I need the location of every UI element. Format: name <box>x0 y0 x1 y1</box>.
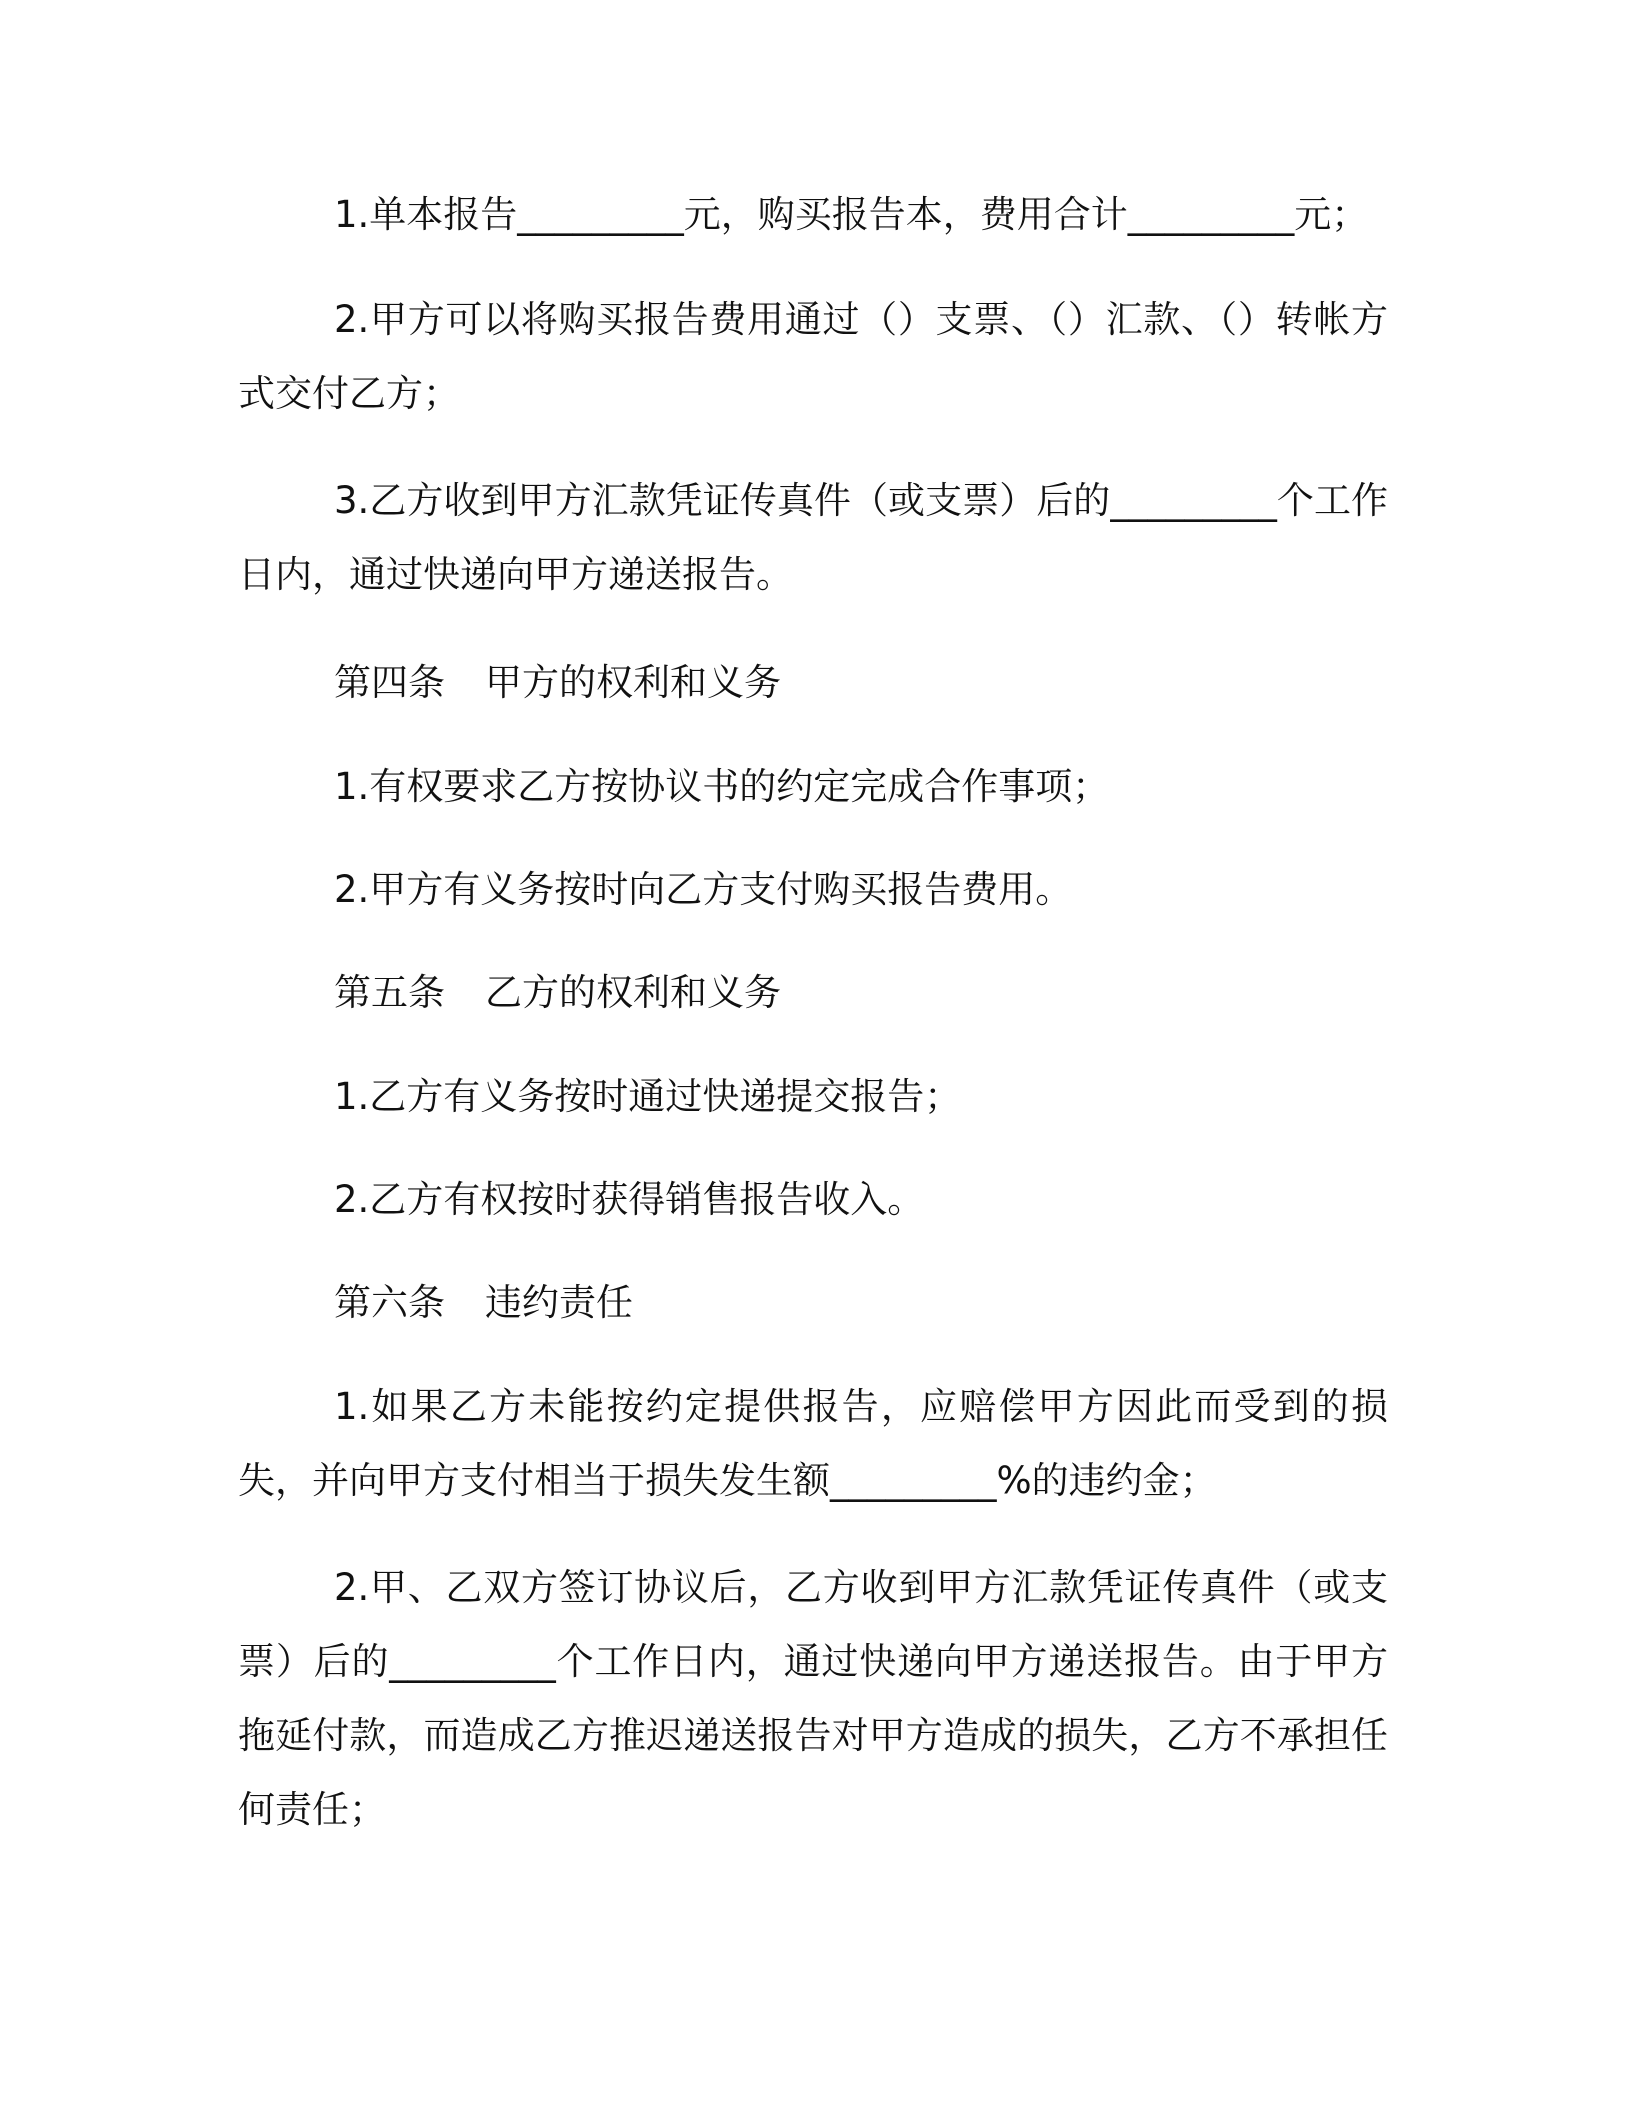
clause-paragraph: 2.甲方有义务按时向乙方支付购买报告费用。 <box>334 868 1073 911</box>
article-number: 第四条 <box>334 661 445 704</box>
clause-paragraph: 1.单本报告_________元，购买报告本，费用合计_________元； <box>334 193 1369 236</box>
clause-paragraph: 3.乙方收到甲方汇款凭证传真件（或支票）后的_________个工作日内，通过快递向甲方递送报告。 <box>238 479 1388 596</box>
article-title: 乙方的权利和义务 <box>485 971 781 1014</box>
article-heading <box>334 646 781 720</box>
article-number: 第六条 <box>334 1281 445 1324</box>
clause-paragraph: 1.有权要求乙方按协议书的约定完成合作事项； <box>334 765 1110 808</box>
clause-paragraph: 2.甲方可以将购买报告费用通过（）支票、（）汇款、（）转帐方式交付乙方； <box>238 298 1388 415</box>
article-heading <box>334 956 781 1030</box>
article-heading <box>334 1266 633 1340</box>
clause-paragraph: 1.如果乙方未能按约定提供报告，应赔偿甲方因此而受到的损失，并向甲方支付相当于损失发生额_________%的违约金； <box>238 1385 1388 1502</box>
clause-paragraph: 2.乙方有权按时获得销售报告收入。 <box>334 1178 925 1221</box>
clause-paragraph: 2.甲、乙双方签订协议后，乙方收到甲方汇款凭证传真件（或支票）后的_________个工作日内，通过快递向甲方递送报告。由于甲方拖延付款，而造成乙方推迟递送报告对甲方造成的损失，乙方不承担任何责任； <box>238 1566 1388 1831</box>
article-number: 第五条 <box>334 971 445 1014</box>
article-title: 违约责任 <box>485 1281 633 1324</box>
article-title: 甲方的权利和义务 <box>485 661 781 704</box>
clause-paragraph: 1.乙方有义务按时通过快递提交报告； <box>334 1075 962 1118</box>
